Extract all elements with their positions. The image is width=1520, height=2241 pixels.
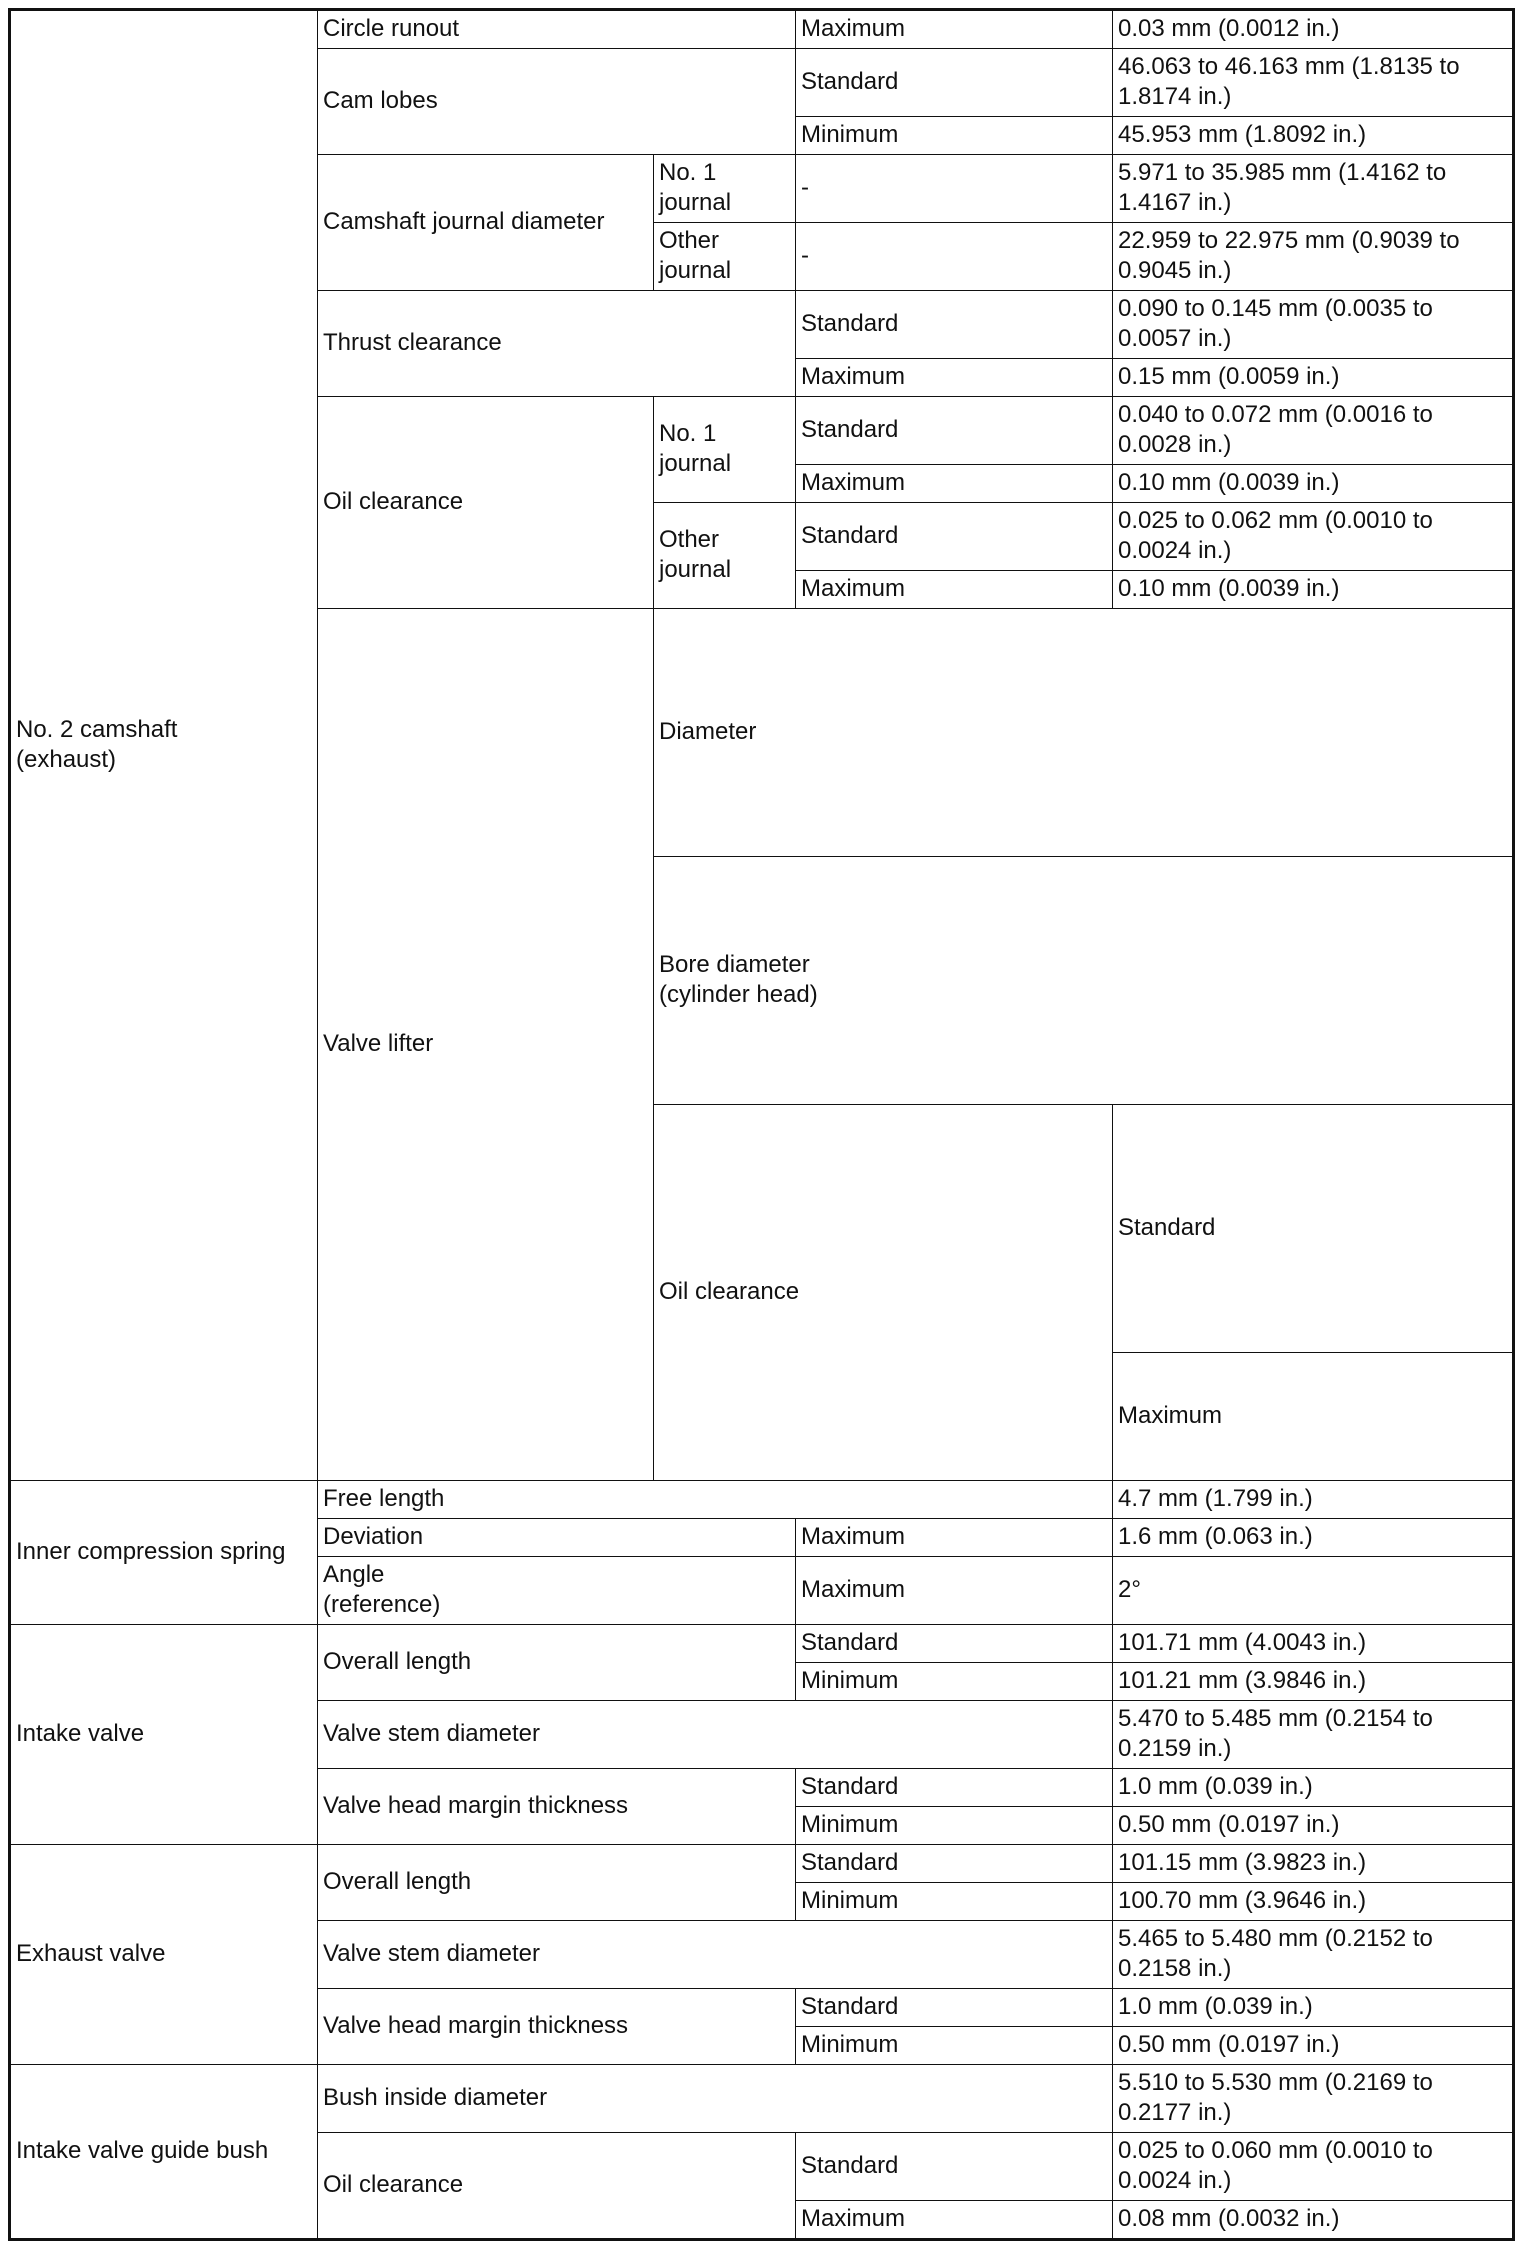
item-cell: Valve head margin thickness — [318, 1769, 796, 1845]
value-cell: 1.0 mm (0.039 in.) — [1113, 1769, 1514, 1807]
item-cell: Overall length — [318, 1625, 796, 1701]
spec-table-body — [10, 10, 1514, 2240]
spec-table — [8, 8, 1515, 2241]
condition-cell: Maximum — [796, 1557, 1113, 1625]
group-cell: No. 2 camshaft (exhaust) — [10, 10, 318, 1481]
sub-item-cell: No. 1 journal — [654, 155, 796, 223]
item-cell: Valve stem diameter — [318, 1921, 1113, 1989]
table-row — [10, 1481, 1514, 1519]
condition-cell: Minimum — [796, 117, 1113, 155]
value-cell: 0.50 mm (0.0197 in.) — [1113, 1807, 1514, 1845]
value-cell: 101.21 mm (3.9846 in.) — [1113, 1663, 1514, 1701]
sub-item-cell: Diameter — [654, 609, 1514, 857]
sub-item-cell: No. 1 journal — [654, 397, 796, 503]
value-cell: Standard — [1113, 1105, 1514, 1353]
item-cell: Oil clearance — [318, 397, 654, 609]
value-cell: 0.08 mm (0.0032 in.) — [1113, 2201, 1514, 2240]
item-cell: Oil clearance — [318, 2133, 796, 2240]
value-cell: 101.71 mm (4.0043 in.) — [1113, 1625, 1514, 1663]
value-cell: 0.025 to 0.060 mm (0.0010 to 0.0024 in.) — [1113, 2133, 1514, 2201]
condition-cell: Standard — [796, 503, 1113, 571]
condition-cell: Maximum — [796, 10, 1113, 49]
item-cell: Valve head margin thickness — [318, 1989, 796, 2065]
value-cell: 2° — [1113, 1557, 1514, 1625]
table-row — [10, 2065, 1514, 2133]
value-cell: 101.15 mm (3.9823 in.) — [1113, 1845, 1514, 1883]
item-cell: Valve lifter — [318, 609, 654, 1481]
condition-cell: Maximum — [796, 571, 1113, 609]
group-cell: Exhaust valve — [10, 1845, 318, 2065]
value-cell: 0.040 to 0.072 mm (0.0016 to 0.0028 in.) — [1113, 397, 1514, 465]
sub-item-cell: Oil clearance — [654, 1105, 1113, 1481]
condition-cell: Standard — [796, 49, 1113, 117]
item-cell: Angle (reference) — [318, 1557, 796, 1625]
item-cell: Valve stem diameter — [318, 1701, 1113, 1769]
value-cell: 0.090 to 0.145 mm (0.0035 to 0.0057 in.) — [1113, 291, 1514, 359]
item-cell: Camshaft journal diameter — [318, 155, 654, 291]
condition-cell: Standard — [796, 1845, 1113, 1883]
value-cell: 1.6 mm (0.063 in.) — [1113, 1519, 1514, 1557]
condition-cell: Standard — [796, 291, 1113, 359]
condition-cell: Standard — [796, 1625, 1113, 1663]
table-row — [10, 10, 1514, 49]
condition-cell: Maximum — [796, 2201, 1113, 2240]
condition-cell: - — [796, 223, 1113, 291]
value-cell: 5.971 to 35.985 mm (1.4162 to 1.4167 in.) — [1113, 155, 1514, 223]
condition-cell: Maximum — [796, 1519, 1113, 1557]
value-cell: 0.10 mm (0.0039 in.) — [1113, 465, 1514, 503]
item-cell: Deviation — [318, 1519, 796, 1557]
value-cell: 0.15 mm (0.0059 in.) — [1113, 359, 1514, 397]
value-cell: 5.510 to 5.530 mm (0.2169 to 0.2177 in.) — [1113, 2065, 1514, 2133]
condition-cell: Minimum — [796, 1663, 1113, 1701]
value-cell: 0.025 to 0.062 mm (0.0010 to 0.0024 in.) — [1113, 503, 1514, 571]
condition-cell: Standard — [796, 1769, 1113, 1807]
value-cell: 5.470 to 5.485 mm (0.2154 to 0.2159 in.) — [1113, 1701, 1514, 1769]
condition-cell: Minimum — [796, 1883, 1113, 1921]
value-cell: 22.959 to 22.975 mm (0.9039 to 0.9045 in.) — [1113, 223, 1514, 291]
sub-item-cell: Other journal — [654, 503, 796, 609]
group-cell: Intake valve — [10, 1625, 318, 1845]
value-cell: 0.50 mm (0.0197 in.) — [1113, 2027, 1514, 2065]
table-row — [10, 1625, 1514, 1663]
item-cell: Cam lobes — [318, 49, 796, 155]
condition-cell: Maximum — [796, 359, 1113, 397]
value-cell: 100.70 mm (3.9646 in.) — [1113, 1883, 1514, 1921]
item-cell: Free length — [318, 1481, 1113, 1519]
value-cell: 0.03 mm (0.0012 in.) — [1113, 10, 1514, 49]
group-cell: Inner compression spring — [10, 1481, 318, 1625]
value-cell: 5.465 to 5.480 mm (0.2152 to 0.2158 in.) — [1113, 1921, 1514, 1989]
condition-cell: Standard — [796, 397, 1113, 465]
value-cell: 0.10 mm (0.0039 in.) — [1113, 571, 1514, 609]
item-cell: Circle runout — [318, 10, 796, 49]
condition-cell: Standard — [796, 2133, 1113, 2201]
condition-cell: - — [796, 155, 1113, 223]
value-cell: Maximum — [1113, 1353, 1514, 1481]
value-cell: 4.7 mm (1.799 in.) — [1113, 1481, 1514, 1519]
table-row — [10, 1845, 1514, 1883]
value-cell: 46.063 to 46.163 mm (1.8135 to 1.8174 in.) — [1113, 49, 1514, 117]
value-cell: 1.0 mm (0.039 in.) — [1113, 1989, 1514, 2027]
sub-item-cell: Bore diameter (cylinder head) — [654, 857, 1514, 1105]
item-cell: Overall length — [318, 1845, 796, 1921]
condition-cell: Minimum — [796, 2027, 1113, 2065]
item-cell: Thrust clearance — [318, 291, 796, 397]
condition-cell: Maximum — [796, 465, 1113, 503]
condition-cell: Standard — [796, 1989, 1113, 2027]
sub-item-cell: Other journal — [654, 223, 796, 291]
item-cell: Bush inside diameter — [318, 2065, 1113, 2133]
value-cell: 45.953 mm (1.8092 in.) — [1113, 117, 1514, 155]
condition-cell: Minimum — [796, 1807, 1113, 1845]
group-cell: Intake valve guide bush — [10, 2065, 318, 2240]
